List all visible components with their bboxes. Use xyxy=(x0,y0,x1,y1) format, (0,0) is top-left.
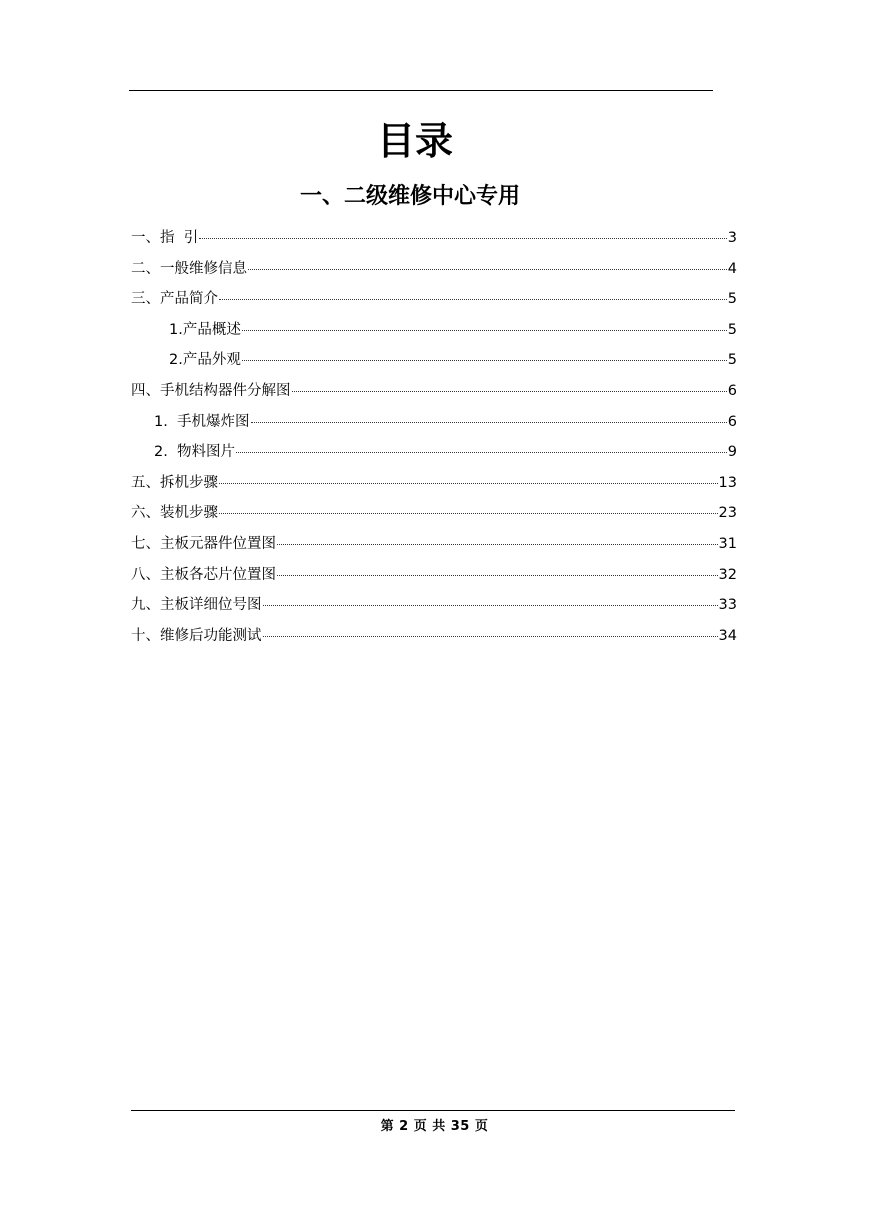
toc-label: 三、产品简介 xyxy=(131,291,218,308)
footer-rule xyxy=(131,1110,735,1111)
toc-page-number: 31 xyxy=(718,535,737,552)
toc-entry-product-appearance[interactable] xyxy=(131,349,737,380)
toc-leader xyxy=(277,575,718,576)
toc-leader xyxy=(219,483,718,484)
page-footer: 第 2 页 共 35 页 xyxy=(380,1119,489,1134)
toc-page-number: 5 xyxy=(727,291,737,308)
page-title: 目录 xyxy=(376,119,453,163)
toc-leader xyxy=(242,330,727,331)
toc-leader xyxy=(263,605,718,606)
toc-label: 1.产品概述 xyxy=(169,321,241,338)
toc-entry-product-overview[interactable] xyxy=(131,319,737,350)
toc-page-number: 5 xyxy=(727,352,737,369)
toc-label: 十、维修后功能测试 xyxy=(131,627,262,644)
toc-page-number: 33 xyxy=(718,597,737,614)
toc-page-number: 5 xyxy=(727,321,737,338)
toc-entry-general-repair-info[interactable] xyxy=(131,258,737,289)
table-of-contents xyxy=(131,227,737,655)
header-rule xyxy=(129,90,713,91)
toc-page-number: 13 xyxy=(718,474,737,491)
toc-label: 六、装机步骤 xyxy=(131,505,218,522)
toc-label: 2. 物料图片 xyxy=(154,444,236,461)
toc-page-number: 3 xyxy=(727,230,737,246)
toc-leader xyxy=(248,269,727,270)
toc-page-number: 34 xyxy=(718,627,737,644)
toc-entry-material-pictures[interactable] xyxy=(131,441,737,472)
toc-page-number: 9 xyxy=(727,444,737,461)
toc-entry-exploded-view[interactable] xyxy=(131,411,737,442)
toc-leader xyxy=(219,299,727,300)
toc-entry-disassembly[interactable] xyxy=(131,472,737,503)
toc-entry-structure-exploded[interactable] xyxy=(131,380,737,411)
toc-leader xyxy=(199,238,727,239)
toc-entry-post-repair-test[interactable] xyxy=(131,625,737,656)
toc-page-number: 6 xyxy=(727,382,737,399)
toc-leader xyxy=(263,636,718,637)
toc-label: 七、主板元器件位置图 xyxy=(131,535,276,552)
toc-label: 九、主板详细位号图 xyxy=(131,597,262,614)
toc-entry-component-layout[interactable] xyxy=(131,533,737,564)
toc-leader xyxy=(277,544,718,545)
toc-leader xyxy=(236,452,727,453)
toc-label: 一、指 引 xyxy=(131,230,199,246)
toc-page-number: 32 xyxy=(718,566,737,583)
toc-entry-product-intro[interactable] xyxy=(131,288,737,319)
toc-entry-assembly[interactable] xyxy=(131,502,737,533)
toc-page-number: 23 xyxy=(718,505,737,522)
toc-leader xyxy=(242,360,727,361)
toc-page-number: 4 xyxy=(727,260,737,277)
toc-entry-reference-designators[interactable] xyxy=(131,594,737,625)
toc-label: 2.产品外观 xyxy=(169,352,241,369)
toc-label: 五、拆机步骤 xyxy=(131,474,218,491)
toc-entry-guide[interactable] xyxy=(131,227,737,258)
toc-page-number: 6 xyxy=(727,413,737,430)
section-subtitle: 一、二级维修中心专用 xyxy=(299,184,520,209)
toc-entry-chip-layout[interactable] xyxy=(131,564,737,595)
toc-label: 1. 手机爆炸图 xyxy=(154,413,250,430)
toc-label: 四、手机结构器件分解图 xyxy=(131,382,291,399)
toc-leader xyxy=(251,422,727,423)
toc-label: 二、一般维修信息 xyxy=(131,260,247,277)
toc-leader xyxy=(219,513,718,514)
toc-label: 八、主板各芯片位置图 xyxy=(131,566,276,583)
toc-leader xyxy=(292,391,727,392)
